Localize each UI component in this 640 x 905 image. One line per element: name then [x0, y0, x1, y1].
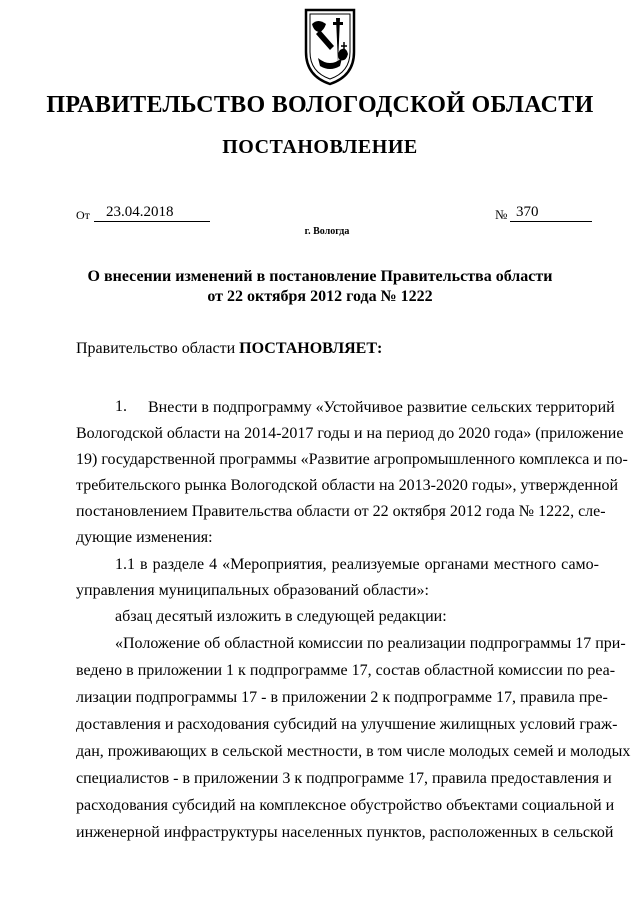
city-name: г. Вологда [304, 226, 350, 237]
sword-hilt [333, 22, 343, 25]
quote-line: инженерной инфраструктуры населенных пунктов, расположенных в сельской [76, 824, 614, 841]
body-line: 19) государственной программы «Развитие агропромышленного комплекса и по- [76, 451, 628, 468]
decree-keyword: ПОСТАНОВЛЯЕТ: [239, 340, 383, 357]
quote-line: специалистов - в приложении 3 к подпрограмме 17, правила предоставления и [76, 770, 612, 787]
subject-line-1: О внесении изменений в постановление Правительства области [87, 268, 553, 285]
body-line: управления муниципальных образований области»: [76, 582, 429, 599]
coat-of-arms-emblem [300, 6, 360, 86]
item-number: 1. [115, 398, 127, 415]
document-subject [0, 267, 640, 307]
body-line: абзац десятый изложить в следующей редакции: [115, 608, 447, 625]
decree-prefix: Правительство области [76, 340, 240, 357]
quote-line: расходования субсидий на комплексное обустройство объектами социальной и [76, 797, 615, 814]
subject-line-2: от 22 октября 2012 года № 1222 [207, 288, 433, 305]
date-label: От [76, 208, 90, 222]
quote-line: ведено в приложении 1 к подпрограмме 17, состав областной комиссии по реа- [76, 662, 616, 679]
body-line: постановлением Правительства области от 22 октября 2012 года № 1222, сле- [76, 503, 606, 520]
document-number: 370 [510, 204, 592, 222]
number-label: № [495, 207, 508, 222]
document-type: ПОСТАНОВЛЕНИЕ [222, 136, 418, 158]
body-line: требительского рынка Вологодской области на 2013-2020 годы», утвержденной [76, 477, 619, 494]
body-line: Вологодской области на 2014-2017 годы и на период до 2020 года» (приложение [76, 425, 624, 442]
quote-line: доставления и расходования субсидий на улучшение жилищных условий граж- [76, 716, 618, 733]
document-date: 23.04.2018 [94, 204, 210, 222]
body-line: Внести в подпрограмму «Устойчивое развитие сельских территорий [148, 399, 615, 416]
quote-line: дан, проживающих в сельской местности, в том числе молодых семей и молодых [76, 743, 631, 760]
body-line: дующие изменения: [76, 529, 213, 546]
quote-line: лизации подпрограммы 17 - в приложении 2 к подпрограмме 17, правила пре- [76, 689, 608, 706]
decree-statement [76, 340, 382, 358]
body-line: 1.1 в разделе 4 «Мероприятия, реализуемые органами местного само- [115, 556, 599, 573]
government-title: ПРАВИТЕЛЬСТВО ВОЛОГОДСКОЙ ОБЛАСТИ [46, 92, 594, 118]
quote-line: «Положение об областной комиссии по реализации подпрограммы 17 при- [115, 635, 626, 652]
